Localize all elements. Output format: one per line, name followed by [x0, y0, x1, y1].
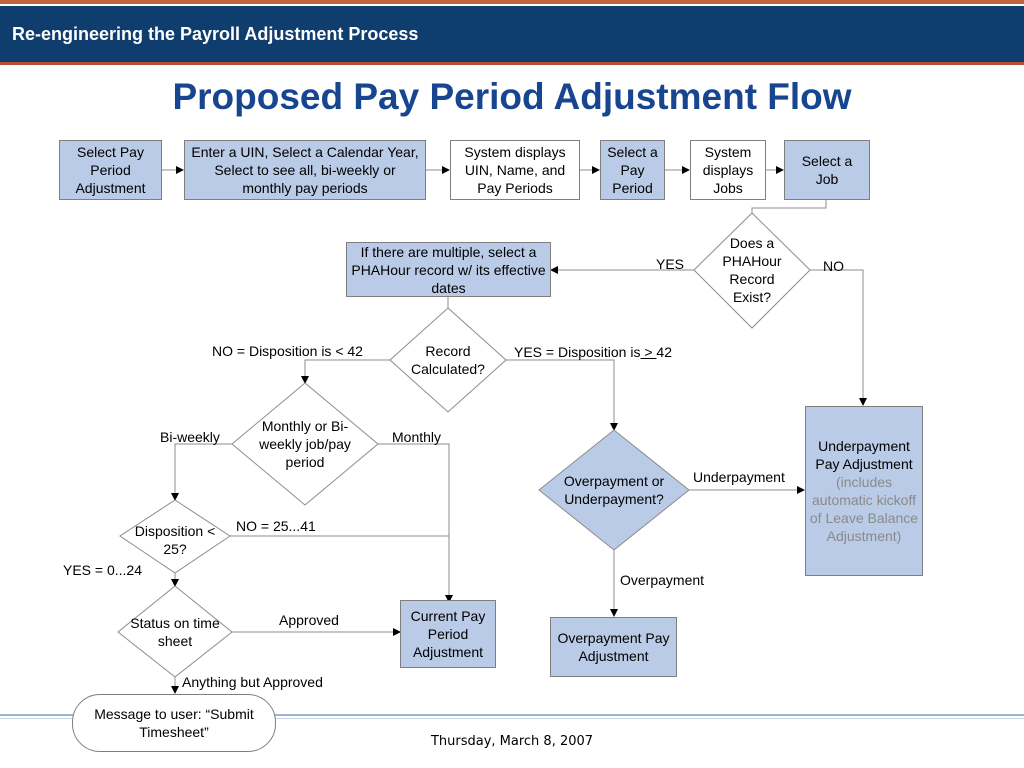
box-system-displays-uin: System displays UIN, Name, and Pay Periods	[450, 140, 580, 200]
label-yes-disposition-value: 42	[656, 344, 672, 360]
label-underpayment: Underpayment	[693, 469, 785, 485]
box-multiple-phahour: If there are multiple, select a PHAHour record w/ its effective dates	[346, 242, 551, 297]
decision-phahour-exist: Does a PHAHour Record Exist?	[722, 235, 782, 305]
decision-disposition: Disposition < 25?	[134, 523, 216, 557]
decision-monthly-or-biweekly: Monthly or Bi-weekly job/pay period	[259, 418, 351, 470]
label-no: NO	[823, 258, 844, 274]
arrow-no-to-underpayment	[810, 270, 863, 405]
box-overpayment-adjustment: Overpayment Pay Adjustment	[550, 617, 677, 677]
box-select-pay-period-adjustment: Select Pay Period Adjustment	[59, 140, 162, 200]
box-underpayment-adjustment	[805, 406, 923, 576]
box-select-a-pay-period: Select a Pay Period	[600, 140, 665, 200]
arrow-monthly	[378, 444, 449, 602]
label-yes-disposition-prefix: YES = Disposition is	[514, 344, 641, 360]
connector-job-to-decision	[752, 200, 826, 213]
label-no-disposition: NO = Disposition is < 42	[212, 343, 363, 359]
label-approved: Approved	[279, 612, 339, 628]
slide-title: Proposed Pay Period Adjustment Flow	[172, 76, 852, 117]
arrow-no-to-monthly	[305, 360, 390, 383]
header-title: Re-engineering the Payroll Adjustment Process	[12, 24, 419, 44]
box-enter-uin: Enter a UIN, Select a Calendar Year, Select to see all, bi-weekly or monthly pay periods	[184, 140, 426, 200]
label-biweekly: Bi-weekly	[160, 429, 220, 445]
decision-status-timesheet: Status on time sheet	[130, 615, 220, 649]
label-yes-disposition-symbol: >	[640, 344, 657, 360]
label-yes: YES	[656, 256, 685, 272]
box-current-pay-period-adjustment: Current Pay Period Adjustment	[400, 600, 496, 668]
underpayment-title: Underpayment Pay Adjustment	[815, 438, 913, 472]
label-yes-0-24: YES = 0...24	[63, 562, 142, 578]
underpayment-note: (includes automatic kickoff of Leave Balance Adjustment)	[809, 474, 919, 544]
label-no-25-41: NO = 25...41	[236, 518, 316, 534]
label-overpayment: Overpayment	[620, 572, 705, 588]
box-select-a-job: Select a Job	[784, 140, 870, 200]
decision-over-or-under: Overpayment or Underpayment?	[563, 473, 665, 507]
footer-date: Thursday, March 8, 2007	[430, 734, 594, 749]
label-monthly: Monthly	[392, 429, 442, 445]
arrow-biweekly	[175, 444, 232, 500]
arrow-yes-to-overunder	[506, 360, 614, 430]
label-yes-disposition	[514, 344, 672, 360]
box-system-displays-jobs: System displays Jobs	[690, 140, 766, 200]
terminator-message-to-user: Message to user: “Submit Timesheet”	[72, 694, 276, 752]
decision-record-calculated: Record Calculated?	[411, 343, 485, 377]
label-anything-but-approved: Anything but Approved	[182, 674, 323, 690]
